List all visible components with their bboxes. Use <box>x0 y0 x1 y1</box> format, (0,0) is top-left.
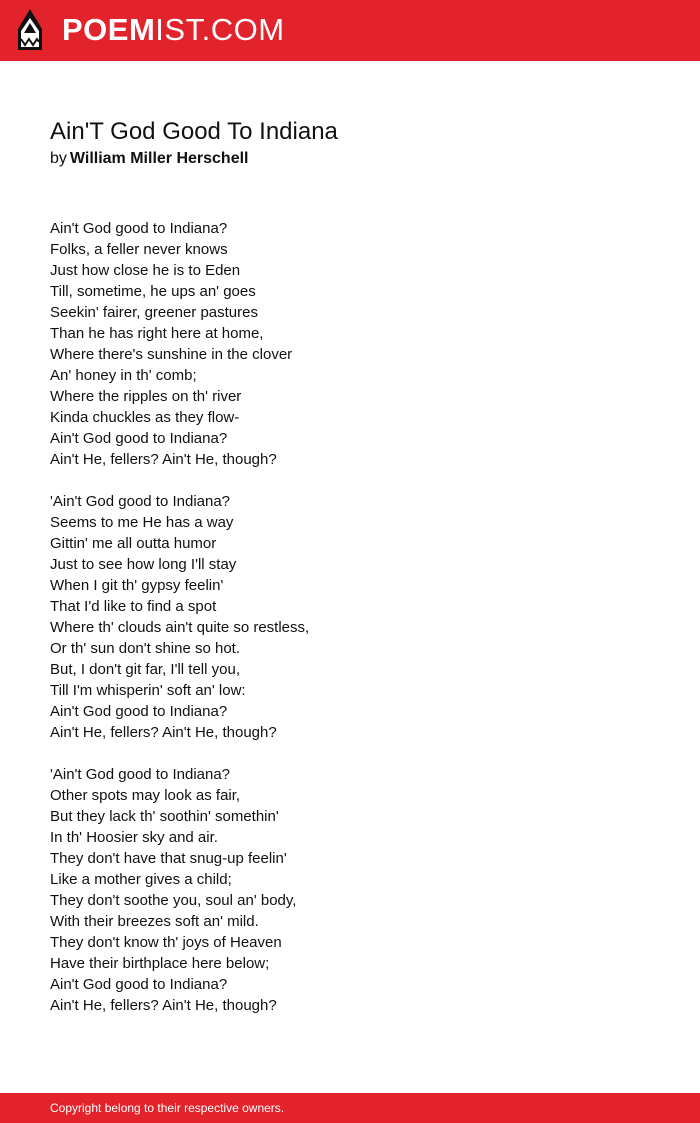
poem-line: Have their birthplace here below; <box>50 955 270 972</box>
poem-line: Seekin' fairer, greener pastures <box>50 304 258 321</box>
poem-body <box>50 218 650 1037</box>
poem-line: Ain't God good to Indiana? <box>50 220 228 237</box>
poem-line: Like a mother gives a child; <box>50 871 232 888</box>
poem-line: Where the ripples on th' river <box>50 388 242 405</box>
stanza <box>50 218 650 470</box>
poem-line: Kinda chuckles as they flow- <box>50 409 240 426</box>
poem-line: Ain't He, fellers? Ain't He, though? <box>50 997 277 1014</box>
logo-bold-text: POEM <box>62 12 156 47</box>
pencil-icon[interactable] <box>17 9 43 53</box>
poem-line: Just to see how long I'll stay <box>50 556 237 573</box>
poem-line: An' honey in th' comb; <box>50 367 197 384</box>
poem-line: Other spots may look as fair, <box>50 787 241 804</box>
poem-line: Gittin' me all outta humor <box>50 535 217 552</box>
poem-line: Ain't God good to Indiana? <box>50 430 228 447</box>
poem-line: Till, sometime, he ups an' goes <box>50 283 256 300</box>
author-name: William Miller Herschell <box>69 150 249 167</box>
poem-line: Ain't He, fellers? Ain't He, though? <box>50 451 277 468</box>
copyright-text: Copyright belong to their respective owners. <box>50 1101 285 1115</box>
by-label: by <box>50 150 67 167</box>
poem-line: Ain't He, fellers? Ain't He, though? <box>50 724 277 741</box>
poem-line: Just how close he is to Eden <box>50 262 241 279</box>
stanza <box>50 491 650 743</box>
poem-line: Ain't God good to Indiana? <box>50 976 228 993</box>
poem-line: With their breezes soft an' mild. <box>50 913 259 930</box>
poem-line: Folks, a feller never knows <box>50 241 228 258</box>
poem-line: Seems to me He has a way <box>50 514 234 531</box>
poem-line: Where th' clouds ain't quite so restless, <box>50 619 310 636</box>
poem-line: Or th' sun don't shine so hot. <box>50 640 241 657</box>
site-footer <box>0 1093 700 1123</box>
poem-line: In th' Hoosier sky and air. <box>50 829 218 846</box>
logo-light-text: IST.COM <box>155 12 285 47</box>
poem-line: Till I'm whisperin' soft an' low: <box>50 682 246 699</box>
site-header <box>0 0 700 61</box>
poem-line: That I'd like to find a spot <box>50 598 217 615</box>
poem-line: They don't know th' joys of Heaven <box>50 934 282 951</box>
poem-line: 'Ain't God good to Indiana? <box>50 493 231 510</box>
poem-line: Than he has right here at home, <box>50 325 264 342</box>
stanza <box>50 764 650 1016</box>
byline <box>50 148 249 170</box>
poem-line: 'Ain't God good to Indiana? <box>50 766 231 783</box>
poem-line: When I git th' gypsy feelin' <box>50 577 224 594</box>
poem-line: They don't have that snug-up feelin' <box>50 850 287 867</box>
poem-line: They don't soothe you, soul an' body, <box>50 892 297 909</box>
site-logo[interactable] <box>62 10 285 50</box>
poem-title: Ain'T God Good To Indiana <box>50 118 338 145</box>
poem-line: But, I don't git far, I'll tell you, <box>50 661 240 678</box>
poem-line: Ain't God good to Indiana? <box>50 703 228 720</box>
poem-line: But they lack th' soothin' somethin' <box>50 808 279 825</box>
poem-line: Where there's sunshine in the clover <box>50 346 293 363</box>
